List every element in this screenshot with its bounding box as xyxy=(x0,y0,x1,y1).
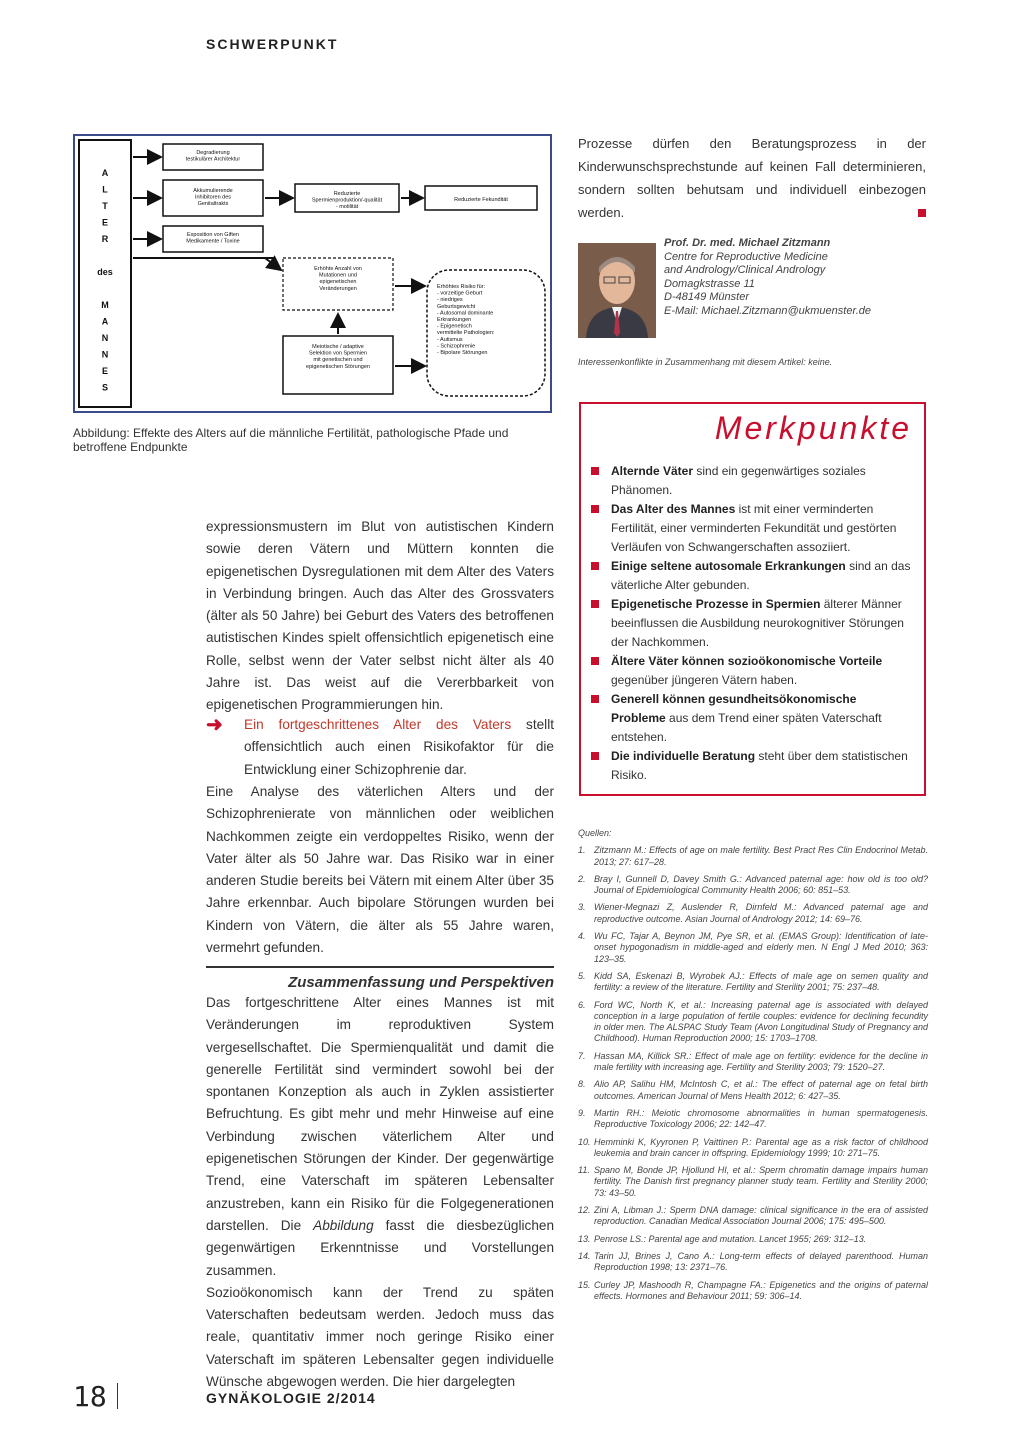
figure-box-text: Meiotische / adaptive Selektion von Spermien mit genetischen und epigenetischen Störungen xyxy=(306,344,370,370)
right-intro-paragraph xyxy=(578,132,926,224)
source-item xyxy=(578,902,928,925)
paragraph-zusammenfassung-a: Das fortgeschrittene Alter eines Mannes ist mit Veränderungen im reproduktiven System vergesellschaftet. Die Spermienqualität und damit die generelle Fertilität sind vermindert sowohl bei der spontanen Konzeption als auch in Zyklen assistierter Befruchtung. Es gibt mehr und mehr Hinweise auf eine Verbindung zwischen väterlichem Alter und epigenetischen Störungen der Kinder. Der gegenwärtige Trend, eine Vaterschaft im späteren Lebensalter anzustreben, kann ein Risiko für die Folgegenerationen darstellen. Die xyxy=(206,995,554,1233)
highlight-paragraph xyxy=(244,714,554,781)
vertical-label-letter: M xyxy=(101,300,109,310)
merkpunkt-text: älterer Männer beeinflussen die Ausbildung neurokognitiver Störungen der Nachkommen. xyxy=(611,597,904,649)
end-mark-icon xyxy=(918,209,926,217)
source-number: 11. xyxy=(578,1165,590,1176)
merkpunkt-bold: Ältere Väter können sozioökonomische Vorteile xyxy=(611,654,883,668)
merkpunkt-bold: Einige seltene autosomale Erkrankungen xyxy=(611,559,846,573)
merkpunkt-item xyxy=(591,652,911,690)
source-text: Bray I, Gunnell D, Davey Smith G.: Advanced paternal age: how old is too old? Journal of Epidemiological Community Health 2006; 60: 851–53. xyxy=(594,873,928,896)
source-number: 6. xyxy=(578,999,586,1010)
author-line: Centre for Reproductive Medicine xyxy=(664,250,828,263)
vertical-label-letter: L xyxy=(102,184,108,195)
merkpunkt-item xyxy=(591,557,911,595)
merkpunkt-item xyxy=(591,462,911,500)
source-text: Martin RH.: Meiotic chromosome abnormalities in human spermatogenesis. Reproductive Toxicology 2006; 22: 142–47. xyxy=(594,1107,928,1130)
body-paragraph-3 xyxy=(206,992,554,1393)
vertical-label-letter: N xyxy=(101,333,109,343)
source-number: 9. xyxy=(578,1107,586,1118)
journal-name: GYNÄKOLOGIE 2/2014 xyxy=(206,1390,376,1406)
bullet-square-icon xyxy=(591,467,599,475)
merkpunkt-bold: Das Alter des Mannes xyxy=(611,502,736,516)
merkpunkt-bold: Alternde Väter xyxy=(611,464,694,478)
bullet-square-icon xyxy=(591,657,599,665)
source-item xyxy=(578,1165,928,1199)
sources-label: Quellen: xyxy=(578,828,612,838)
merkpunkt-bold: Epigenetische Prozesse in Spermien xyxy=(611,597,821,611)
figure-box-text: Akkumulierende Inhibitoren des Genitaltrakts xyxy=(193,188,233,208)
bullet-square-icon xyxy=(591,505,599,513)
source-number: 10. xyxy=(578,1136,591,1147)
source-item xyxy=(578,1000,928,1045)
source-text: Hemminki K, Kyyronen P, Vaittinen P.: Parental age as a risk factor of childhood leukemia and brain cancer in offspring. Epidemiology 1999; 10: 271–75. xyxy=(594,1136,928,1158)
footer-divider xyxy=(117,1383,118,1409)
source-number: 4. xyxy=(578,931,586,942)
author-line: Domagkstrasse 11 xyxy=(664,277,755,290)
merkpunkte-list xyxy=(591,462,911,785)
intro-text: Prozesse dürfen den Beratungsprozess in der Kinderwunschsprechstunde auf keinen Fall determinieren, sondern sollten behutsam und individuell einbezogen werden. xyxy=(578,136,926,220)
vertical-label-letter: A xyxy=(101,316,109,327)
source-text: Wu FC, Tajar A, Beynon JM, Pye SR, et al. (EMAS Group): Identification of late-onset hypogonadism in middle-aged and elderly men. N Engl J Med 2010; 363: 123–35. xyxy=(594,931,928,964)
figure-diagram xyxy=(73,134,552,413)
source-item xyxy=(578,1137,928,1160)
paragraph-soziooekonomisch: Sozioökonomisch kann der Trend zu späten Vaterschaften bedeutsam werden. Jedoch muss das reale, quantitativ immer noch geringe Risiko einer Vaterschaft im späteren Lebensalter gegen individuelle Wünsche abgewogen werden. Die hier dargelegten xyxy=(206,1284,554,1390)
figure-box-text: Erhöhtes Risiko für: - vorzeitige Geburt - niedriges Geburtsgewicht - Autosomal dominante Erkrankungen - Epigenetisch vermittelte Pathologien: - Autismus - Schizophrenie - Bipolare Störungen xyxy=(437,284,495,356)
vertical-label-letter: N xyxy=(101,349,109,360)
bullet-square-icon xyxy=(591,600,599,608)
merkpunkt-item xyxy=(591,500,911,557)
author-line: D-48149 Münster xyxy=(664,291,749,304)
source-text: Alio AP, Salihu HM, McIntosh C, et al.: The effect of paternal age on fetal birth outcomes. American Journal of Mens Health 2012; 6: 427–35. xyxy=(594,1079,928,1101)
source-item xyxy=(578,1280,928,1303)
merkpunkt-item xyxy=(591,747,911,785)
figure-box-text: Degradierung testikulärer Architektur xyxy=(185,150,241,163)
merkpunkt-text: steht über dem statistischen Risiko. xyxy=(611,749,908,782)
heading-text: Zusammenfassung und Perspektiven xyxy=(288,974,554,991)
author-email: E-Mail: Michael.Zitzmann@ukmuenster.de xyxy=(664,304,871,317)
author-portrait xyxy=(578,243,656,338)
source-item xyxy=(578,1234,928,1245)
section-label: SCHWERPUNKT xyxy=(206,36,339,52)
bullet-square-icon xyxy=(591,562,599,570)
figure-caption: Abbildung: Effekte des Alters auf die männliche Fertilität, pathologische Pfade und betroffene Endpunkte xyxy=(73,426,509,454)
vertical-label-letter: des xyxy=(97,267,113,277)
page-number: 18 xyxy=(73,1380,107,1413)
author-block xyxy=(664,237,871,319)
source-text: Zini A, Libman J.: Sperm DNA damage: clinical significance in the era of assisted reproduction. Canadian Medical Association Journal 2006; 175: 495–500. xyxy=(594,1205,928,1227)
source-item xyxy=(578,1108,928,1131)
merkpunkt-bold: Die individuelle Beratung xyxy=(611,749,756,763)
section-heading xyxy=(206,966,554,991)
sources-list xyxy=(578,828,928,1308)
body-paragraph-2 xyxy=(206,781,554,959)
merkpunkt-text: aus dem Trend einer späten Vaterschaft entstehen. xyxy=(611,711,882,744)
merkpunkte-title: Merkpunkte xyxy=(714,410,912,446)
source-text: Kidd SA, Eskenazi B, Wyrobek AJ.: Effects of male age on semen quality and fertility: a review of the literature. Fertility and Sterility 2001; 75: 237–48. xyxy=(594,970,928,993)
source-number: 8. xyxy=(578,1079,586,1090)
figure-box-text: Exposition von Giften Medikamente / Toxine xyxy=(186,232,240,245)
body-paragraph-1 xyxy=(206,516,554,717)
paragraph-schizophrenie: Eine Analyse des väterlichen Alters und der Schizophrenierate von männlichen oder weiblichen Nachkommen zeigte ein verdoppeltes Risiko, wenn der Vater älter als 50 Jahre war. Das Risiko war in einer anderen Studie bereits bei Vätern mit einem Alter über 35 Jahre erkennbar. Auch bipolare Störungen wurden bei Kindern von Vätern, die älter als 55 Jahre waren, vermehrt gefunden. xyxy=(206,784,554,956)
source-text: Hassan MA, Killick SR.: Effect of male age on fertility: evidence for the decline in male fertility with increasing age. Fertility and Sterility 2003; 79: 1520–27. xyxy=(594,1050,928,1073)
vertical-label-letter: E xyxy=(101,366,109,376)
merkpunkt-text: ist mit einer verminderten Fertilität, einer verminderten Fekundität und gestörten Verläufen von Schwangerschaften assoziiert. xyxy=(611,502,897,554)
merkpunkt-item xyxy=(591,690,911,747)
paragraph-epigenetik: expressionsmustern im Blut von autistischen Kindern sowie deren Vätern und Müttern konnten die epigenetischen Dysregulationen mit dem Alter des Vaters in Verbindung bringen. Auch das Alter des Grossvaters (älter als 50 Jahre) bei Geburt des Vaters des betroffenen autistischen Kindes spielt offensichtlich epigenetisch eine Rolle, selbst wenn der Vater selbst nicht älter als 40 Jahre ist. Das weist auf die Vererbbarkeit von epigenetischen Programmierungen hin. xyxy=(206,519,554,713)
source-number: 5. xyxy=(578,970,586,981)
source-item xyxy=(578,1079,928,1102)
author-name: Prof. Dr. med. Michael Zitzmann xyxy=(664,237,831,249)
vertical-label-letter: R xyxy=(101,234,109,244)
source-item xyxy=(578,874,928,897)
source-item xyxy=(578,931,928,965)
highlight-rest-text: stellt offensichtlich auch einen Risikofaktor für die Entwicklung einer Schizophrenie dar. xyxy=(244,717,554,777)
source-number: 7. xyxy=(578,1050,586,1061)
merkpunkt-item xyxy=(591,595,911,652)
source-number: 12. xyxy=(578,1205,591,1216)
figure-box-text: Reduzierte Spermienproduktion/-qualität - motilität xyxy=(311,191,383,211)
vertical-label-letter: E xyxy=(101,217,109,228)
vertical-label-letter: S xyxy=(101,382,109,393)
bullet-square-icon xyxy=(591,752,599,760)
merkpunkt-text: sind ein gegenwärtiges soziales Phänomen. xyxy=(611,464,866,497)
source-item xyxy=(578,1051,928,1074)
source-item xyxy=(578,1205,928,1228)
source-item xyxy=(578,971,928,994)
source-number: 3. xyxy=(578,902,586,913)
source-number: 15. xyxy=(578,1279,591,1290)
abbildung-reference: Abbildung xyxy=(313,1217,374,1233)
merkpunkte-box xyxy=(579,402,926,796)
source-text: Ford WC, North K, et al.: Increasing paternal age is associated with delayed conception in a large population of fertile couples: evidence for declining fecundity in older men. The ALSPAC Study Team (Avon Longitudinal Study of Pregnancy and Childhood). Human Reproduction 2000; 15: 1703–1708. xyxy=(594,999,928,1044)
source-text: Wiener-Megnazi Z, Auslender R, Dirnfeld M.: Advanced paternal age and reproductive outcome. Asian Journal of Andrology 2012; 14: 69–76. xyxy=(594,902,928,924)
source-number: 1. xyxy=(578,845,586,856)
source-number: 14. xyxy=(578,1250,591,1261)
source-item xyxy=(578,1251,928,1274)
arrow-right-icon: ➜ xyxy=(206,714,223,736)
author-line: and Andrology/Clinical Andrology xyxy=(664,264,826,277)
paragraph-zusammenfassung-b: fasst die diesbezüglichen gegenwärtigen Erkenntnisse und Vorstellungen zusammen. xyxy=(206,1217,555,1278)
pathway-diagram xyxy=(75,136,550,411)
highlight-red-text: Ein fortgeschrittenes Alter des Vaters xyxy=(244,717,512,732)
conflict-statement: Interessenkonflikte in Zusammenhang mit diesem Artikel: keine. xyxy=(578,357,833,367)
source-text: Tarin JJ, Brines J, Cano A.: Long-term effects of delayed parenthood. Human Reproduction 1998; 13: 2371–76. xyxy=(594,1250,928,1273)
merkpunkt-bold: Generell können gesundheitsökonomische Probleme xyxy=(611,692,857,725)
merkpunkt-text: gegenüber jüngeren Vätern haben. xyxy=(611,673,798,687)
source-number: 13. xyxy=(578,1233,591,1244)
figure-box-text: Reduzierte Fekundität xyxy=(454,197,508,203)
source-text: Spano M, Bonde JP, Hjollund HI, et al.: Sperm chromatin damage impairs human fertility. The Danish first pregnancy planner study team. Fertility and Sterility 2000; 73: 43–50. xyxy=(594,1165,928,1198)
vertical-label-letter: T xyxy=(102,201,108,211)
source-text: Curley JP, Mashoodh R, Champagne FA.: Epigenetics and the origins of paternal effects. Hormones and Behaviour 2011; 59: 306–14. xyxy=(594,1279,928,1301)
source-text: Penrose LS.: Parental age and mutation. Lancet 1955; 269: 312–13. xyxy=(594,1233,867,1244)
merkpunkt-text: sind an das väterliche Alter gebunden. xyxy=(611,559,911,592)
bullet-square-icon xyxy=(591,695,599,703)
source-item xyxy=(578,845,928,868)
figure-box-text: Erhöhte Anzahl von Mutationen und epigenetischen Veränderungen xyxy=(314,266,362,292)
source-text: Zitzmann M.: Effects of age on male fertility. Best Pract Res Clin Endocrinol Metab. 2013; 27: 617–28. xyxy=(594,845,928,867)
vertical-label-letter: A xyxy=(101,168,109,178)
source-number: 2. xyxy=(578,873,586,884)
